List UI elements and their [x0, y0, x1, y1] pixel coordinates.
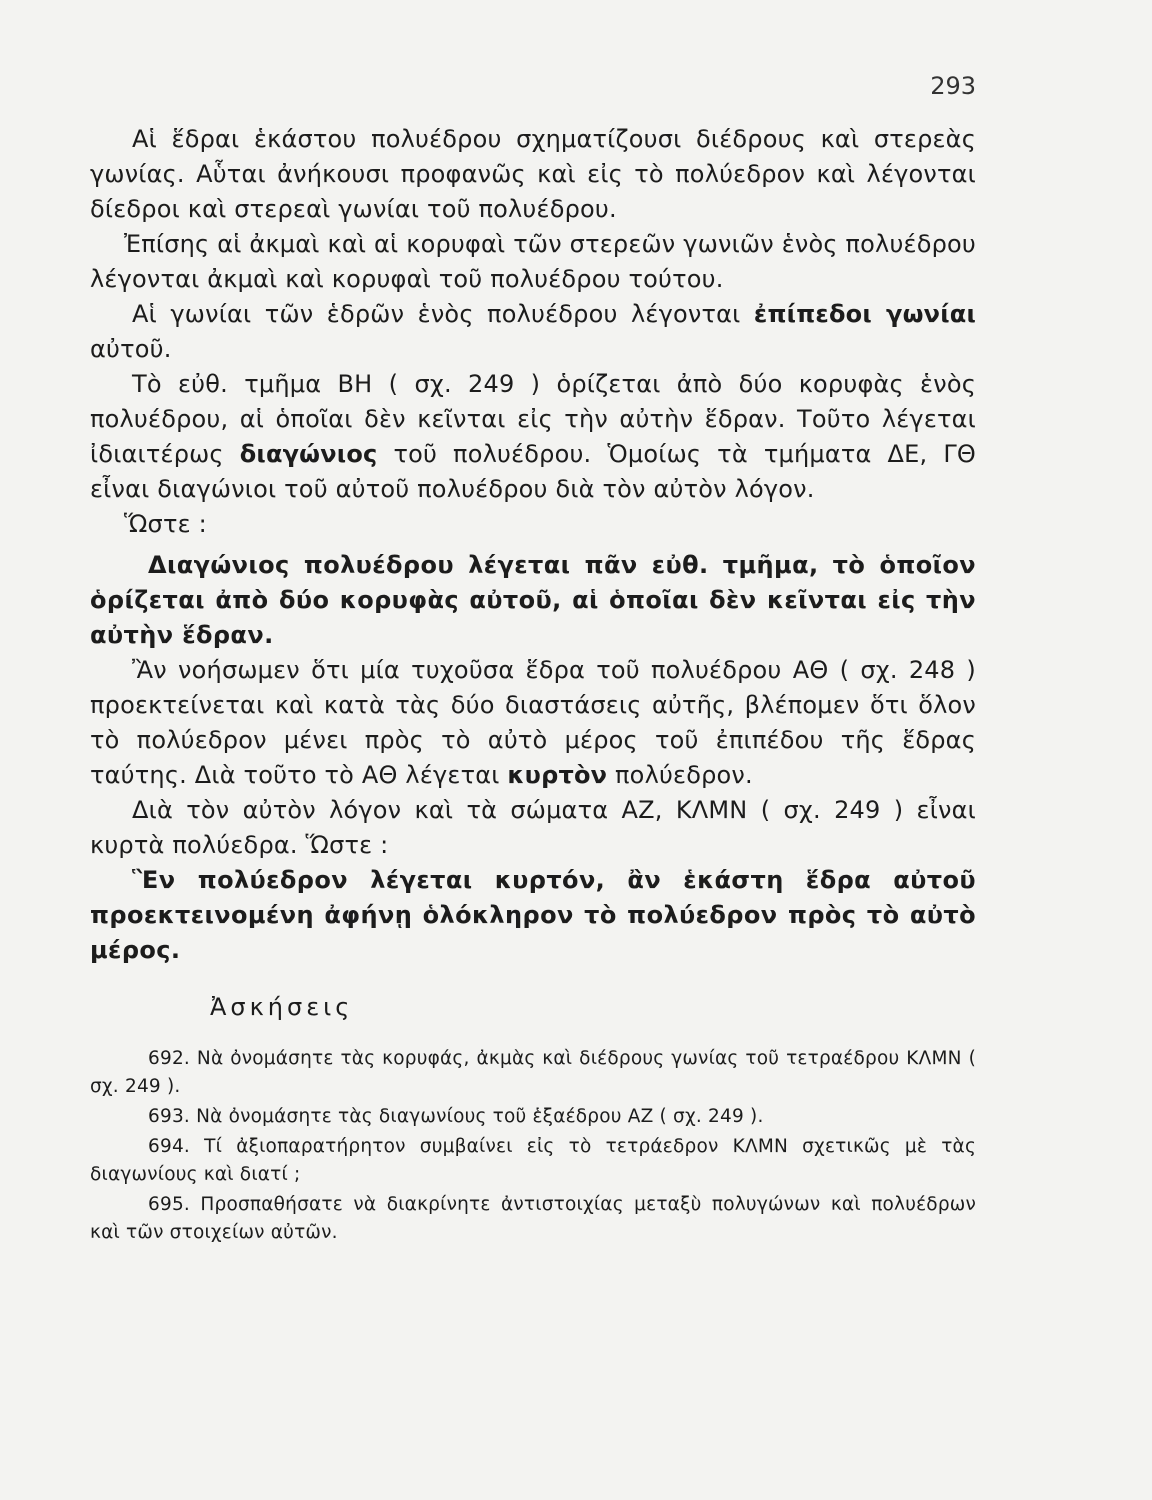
exercise-694: 694. Τί ἀξιοπαρατήρητον συμβαίνει εἰς τὸ τετράεδρον ΚΛΜΝ σχετικῶς μὲ τὰς διαγωνίους καὶ διατί ;	[90, 1136, 976, 1185]
diagonal-text-start: Τὸ εὐθ. τμῆμα ΒΗ ( σχ. 249 ) ὁρίζεται ἀπὸ δύο κορυφὰς ἑνὸς πολυέδρου, αἱ ὁποῖαι δὲν κεῖνται εἰς τὴν αὐτὴν ἕδραν. Τοῦτο λέγεται ἰδιαιτέρως	[90, 370, 976, 468]
diagonal-text-end: τοῦ πολυέδρου. Ὁμοίως τὰ τμήματα ΔΕ, ΓΘ εἶναι διαγώνιοι τοῦ αὐτοῦ πολυέδρου διὰ τὸν αὐτὸν λόγον.	[90, 440, 976, 503]
page-number: 293	[930, 72, 976, 100]
plane-angles-text-start: Αἱ γωνίαι τῶν ἑδρῶν ἑνὸς πολυέδρου λέγονται	[132, 300, 754, 328]
paragraph-diagonal	[90, 367, 976, 507]
paragraph-edges-vertices: Ἐπίσης αἱ ἀκμαὶ καὶ αἱ κορυφαὶ τῶν στερεῶν γωνιῶν ἑνὸς πολυέδρου λέγονται ἀκμαὶ καὶ κορυφαὶ τοῦ πολυέδρου τούτου.	[90, 230, 976, 293]
convex-term: κυρτὸν	[507, 761, 608, 789]
paragraph-faces-angles: Αἱ ἕδραι ἑκάστου πολυέδρου σχηματίζουσι διέδρους καὶ στερεὰς γωνίας. Αὗται ἀνήκουσι προφανῶς καὶ εἰς τὸ πολύεδρον καὶ λέγονται δίεδροι καὶ στερεαὶ γωνίαι τοῦ πολυέδρου.	[90, 125, 976, 223]
plane-angles-text-end: αὐτοῦ.	[90, 335, 172, 363]
exercise-692: 692. Νὰ ὀνομάσητε τὰς κορυφάς, ἀκμὰς καὶ διέδρους γωνίας τοῦ τετραέδρου ΚΛΜΝ ( σχ. 249 ).	[90, 1048, 976, 1097]
diagonal-term: διαγώνιος	[239, 440, 378, 468]
paragraph-plane-angles	[90, 297, 976, 367]
plane-angles-term: ἐπίπεδοι γωνίαι	[753, 300, 976, 328]
exercise-695: 695. Προσπαθήσατε νὰ διακρίνητε ἀντιστοιχίας μεταξὺ πολυγώνων καὶ πολυέδρων καὶ τῶν στοιχείων αὐτῶν.	[90, 1194, 976, 1243]
paragraph-therefore-1: Ὥστε :	[124, 510, 207, 538]
definition-convex: Ἓν πολύεδρον λέγεται κυρτόν, ἂν ἑκάστη ἕδρα αὐτοῦ προεκτεινομένη ἀφήνῃ ὁλόκληρον τὸ πολύεδρον πρὸς τὸ αὐτὸ μέρος.	[90, 866, 976, 964]
paragraph-convex-bodies: Διὰ τὸν αὐτὸν λόγον καὶ τὰ σώματα ΑΖ, ΚΛΜΝ ( σχ. 249 ) εἶναι κυρτὰ πολύεδρα. Ὥστε :	[90, 796, 976, 859]
exercises-title: Ἀσκήσεις	[210, 993, 354, 1021]
exercises-list	[90, 1045, 976, 1247]
definition-diagonal: Διαγώνιος πολυέδρου λέγεται πᾶν εὐθ. τμῆμα, τὸ ὁποῖον ὁρίζεται ἀπὸ δύο κορυφὰς αὐτοῦ, αἱ ὁποῖαι δὲν κεῖνται εἰς τὴν αὐτὴν ἕδραν.	[90, 551, 976, 649]
convex-text-end: πολύεδρον.	[607, 761, 753, 789]
exercise-693: 693. Νὰ ὀνομάσητε τὰς διαγωνίους τοῦ ἑξαέδρου ΑΖ ( σχ. 249 ).	[148, 1106, 764, 1127]
convex-text-start: Ἂν νοήσωμεν ὅτι μία τυχοῦσα ἕδρα τοῦ πολυέδρου ΑΘ ( σχ. 248 ) προεκτείνεται καὶ κατὰ τὰς δύο διαστάσεις αὐτῆς, βλέπομεν ὅτι ὅλον τὸ πολύεδρον μένει πρὸς τὸ αὐτὸ μέρος τοῦ ἐπιπέδου τῆς ἕδρας ταύτης. Διὰ τοῦτο τὸ ΑΘ λέγεται	[90, 656, 976, 789]
main-text	[90, 122, 976, 1249]
paragraph-convex	[90, 653, 976, 793]
